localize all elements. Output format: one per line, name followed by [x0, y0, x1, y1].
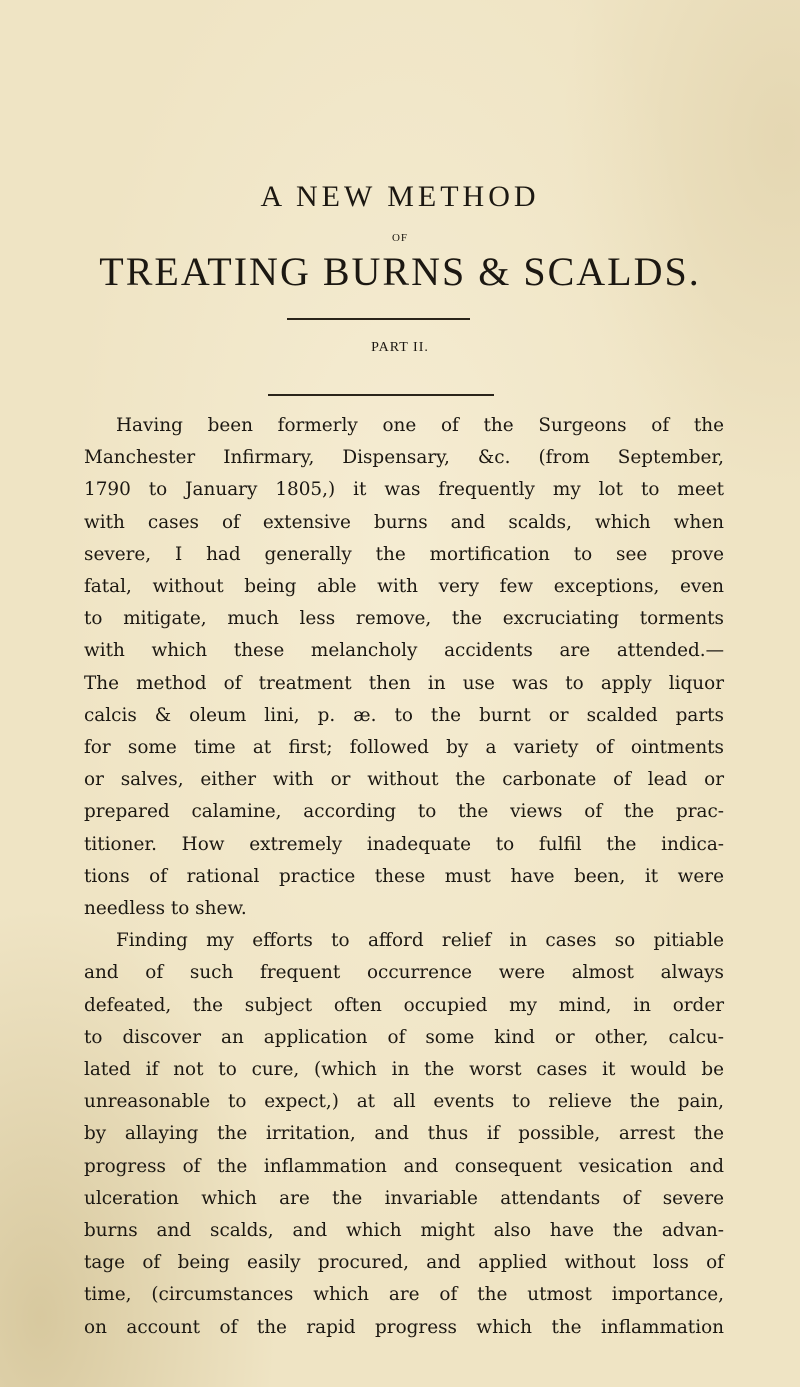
title-of: OF	[391, 232, 409, 244]
text-line: with cases of extensive burns and scalds, which when	[84, 511, 724, 533]
text-line: titioner. How extremely inadequate to fulfil the indica-	[84, 833, 724, 855]
body-text	[84, 410, 724, 1344]
text-line: burns and scalds, and which might also have the advan-	[84, 1220, 724, 1242]
text-line: 1790 to January 1805,) it was frequently my lot to meet	[84, 479, 724, 501]
text-line: Having been formerly one of the Surgeons of the	[116, 415, 724, 436]
text-line: to mitigate, much less remove, the excruciating torments	[84, 608, 724, 630]
text-line: calcis & oleum lini, p. æ. to the burnt or scalded parts	[84, 704, 724, 726]
part-heading: PART II.	[371, 340, 429, 355]
text-line: fatal, without being able with very few exceptions, even	[84, 576, 724, 598]
text-line: by allaying the irritation, and thus if possible, arrest the	[84, 1123, 724, 1145]
divider-rule-top	[287, 318, 470, 320]
text-line: or salves, either with or without the carbonate of lead or	[84, 769, 724, 791]
text-line: progress of the inflammation and consequent vesication and	[84, 1155, 724, 1177]
text-line: time, (circumstances which are of the utmost importance,	[84, 1284, 724, 1306]
text-line: for some time at first; followed by a variety of ointments	[84, 737, 724, 759]
divider-rule-bottom	[268, 394, 494, 396]
text-line: lated if not to cure, (which in the worst cases it would be	[84, 1059, 724, 1081]
text-line: with which these melancholy accidents are attended.—	[84, 640, 724, 662]
title-line-2: TREATING BURNS & SCALDS.	[99, 249, 701, 294]
text-line: needless to shew.	[84, 898, 247, 920]
text-line: ulceration which are the invariable attendants of severe	[84, 1187, 724, 1209]
text-line: Finding my efforts to afford relief in cases so pitiable	[116, 930, 724, 952]
text-line: unreasonable to expect,) at all events to relieve the pain,	[84, 1091, 724, 1113]
text-line: severe, I had generally the mortification to see prove	[84, 543, 724, 565]
text-line: tions of rational practice these must have been, it were	[84, 865, 724, 887]
text-line: tage of being easily procured, and applied without loss of	[84, 1252, 724, 1274]
title-line-1: A NEW METHOD	[260, 180, 540, 213]
text-line: on account of the rapid progress which the inflammation	[84, 1316, 724, 1338]
text-line: to discover an application of some kind or other, calcu-	[84, 1026, 724, 1048]
text-line: The method of treatment then in use was to apply liquor	[84, 672, 724, 694]
text-line: and of such frequent occurrence were almost always	[84, 962, 724, 984]
text-line: defeated, the subject often occupied my mind, in order	[84, 994, 724, 1016]
text-line: Manchester Infirmary, Dispensary, &c. (from September,	[84, 447, 724, 469]
text-line: prepared calamine, according to the views of the prac-	[84, 801, 724, 823]
